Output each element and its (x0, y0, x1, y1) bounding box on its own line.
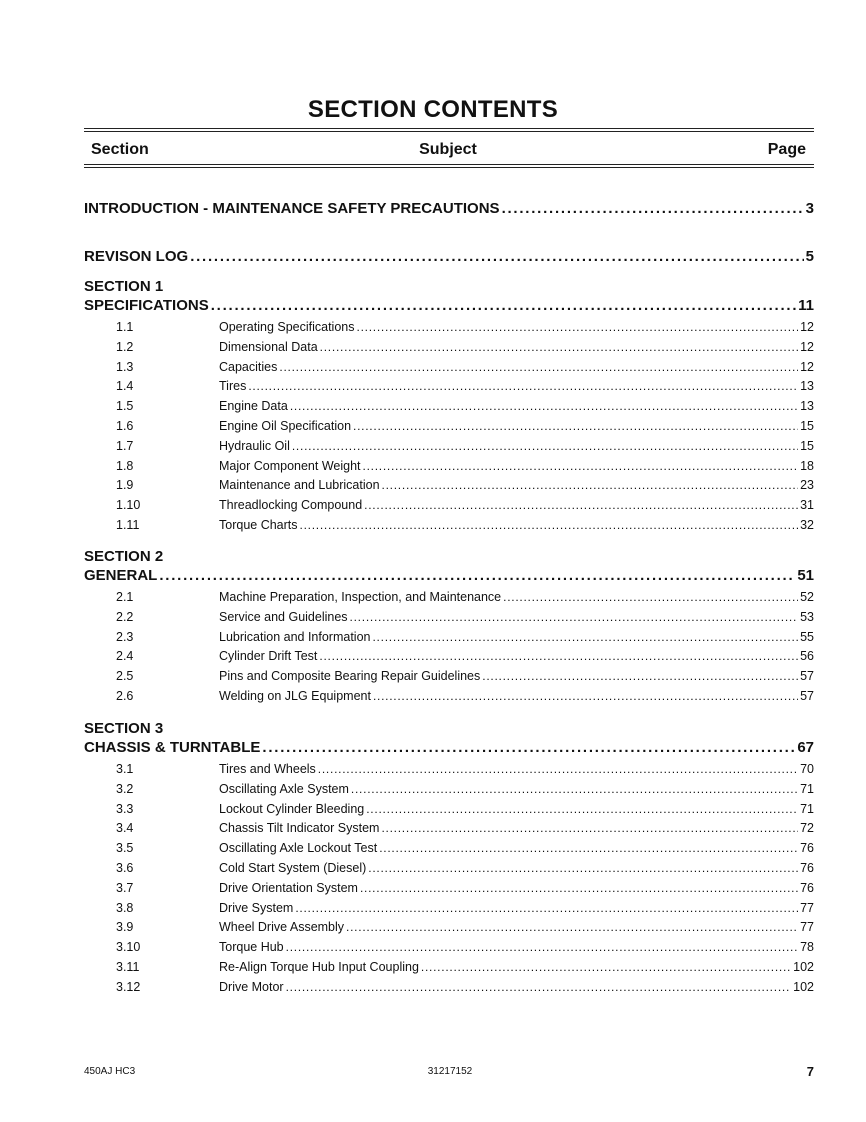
dot-leader (286, 980, 792, 994)
page-title: SECTION CONTENTS (307, 96, 559, 123)
toc-entry-introduction[interactable] (84, 200, 814, 217)
section-page: 11 (798, 297, 814, 314)
toc-item-title: Capacities (219, 359, 278, 374)
dot-leader (373, 689, 798, 703)
dot-leader (382, 478, 799, 492)
toc-item-page: 23 (800, 478, 814, 493)
dot-leader (364, 498, 798, 512)
toc-item[interactable] (219, 399, 814, 413)
toc-item-number: 1.4 (116, 379, 134, 394)
dot-leader (190, 248, 803, 265)
footer-model: 450AJ HC3 (84, 1066, 136, 1077)
toc-item-number: 1.6 (116, 419, 134, 433)
toc-item-number: 3.4 (116, 821, 134, 836)
toc-item-number: 3.9 (116, 920, 134, 935)
toc-item-number: 1.8 (116, 458, 134, 473)
toc-entry-title: REVISON LOG (84, 248, 189, 265)
dot-leader (290, 399, 798, 413)
toc-item-number: 2.2 (116, 609, 134, 624)
dot-leader (248, 379, 798, 393)
toc-item-page: 13 (800, 399, 814, 414)
section-title: SPECIFICATIONS (84, 297, 209, 314)
toc-item-page: 18 (800, 458, 814, 473)
toc-item-number: 2.5 (116, 669, 134, 684)
section-heading[interactable] (84, 567, 814, 584)
toc-item-number: 3.6 (116, 861, 134, 875)
dot-leader (346, 920, 798, 934)
toc-item-title: Re-Align Torque Hub Input Coupling (219, 960, 419, 974)
toc-item-title: Threadlocking Compound (219, 498, 363, 513)
toc-item[interactable] (219, 419, 814, 433)
toc-item-title: Pins and Composite Bearing Repair Guidelines (219, 669, 481, 684)
toc-item-page: 15 (800, 419, 814, 433)
toc-item[interactable] (219, 920, 814, 934)
toc-item-page: 70 (800, 762, 814, 776)
toc-item[interactable] (219, 901, 814, 915)
toc-item-number: 1.9 (116, 478, 134, 493)
toc-item-title: Maintenance and Lubrication (219, 478, 380, 493)
toc-item-title: Lubrication and Information (219, 629, 371, 644)
footer-page-number: 7 (806, 1064, 814, 1079)
section-title: CHASSIS & TURNTABLE (84, 739, 261, 756)
dot-leader (372, 630, 798, 644)
toc-item[interactable] (219, 478, 814, 492)
toc-item-number: 3.12 (116, 979, 141, 994)
toc-item-page: 52 (800, 590, 814, 604)
dot-leader (357, 320, 799, 334)
dot-leader (363, 459, 799, 473)
dot-leader (379, 841, 798, 855)
toc-item-number: 3.1 (116, 762, 134, 776)
toc-item-number: 3.11 (116, 960, 140, 974)
toc-item-title: Cylinder Drift Test (219, 649, 318, 664)
dot-leader (503, 590, 798, 604)
toc-item-number: 3.10 (116, 940, 141, 955)
header-top-rule (84, 128, 814, 129)
toc-item-number: 1.5 (116, 399, 134, 414)
dot-leader (159, 567, 795, 584)
header-bottom-rule (84, 164, 814, 165)
toc-item[interactable] (219, 610, 814, 624)
toc-item-title: Torque Charts (219, 518, 298, 532)
toc-item-title: Drive Motor (219, 979, 284, 994)
toc-item-page: 32 (800, 518, 814, 532)
dot-leader (350, 610, 799, 624)
toc-item[interactable] (219, 689, 814, 703)
toc-item-title: Drive System (219, 900, 294, 915)
toc-item-title: Cold Start System (Diesel) (219, 861, 367, 875)
toc-item-number: 3.8 (116, 900, 134, 915)
header-top-rule-2 (84, 131, 814, 132)
toc-item-title: Engine Oil Specification (219, 419, 352, 433)
toc-item-page: 57 (800, 669, 814, 684)
toc-item[interactable] (219, 320, 814, 334)
dot-leader (368, 861, 798, 875)
toc-item-page: 76 (800, 861, 814, 875)
toc-item-page: 13 (800, 379, 814, 394)
toc-entry-page: 3 (805, 200, 814, 217)
toc-item-number: 3.3 (116, 801, 134, 816)
toc-item-title: Hydraulic Oil (219, 438, 290, 453)
toc-item[interactable] (219, 498, 814, 512)
section-heading[interactable] (84, 739, 814, 756)
toc-item-title: Wheel Drive Assembly (219, 920, 345, 935)
toc-entry-title: INTRODUCTION - MAINTENANCE SAFETY PRECAUTIONS (84, 200, 500, 217)
toc-entry-revision-log[interactable] (84, 248, 814, 265)
toc-item-number: 1.3 (116, 359, 134, 374)
toc-item[interactable] (219, 980, 814, 994)
column-header-subject: Subject (419, 141, 477, 158)
toc-item-number: 2.3 (116, 629, 134, 644)
toc-item[interactable] (219, 841, 814, 855)
toc-item-title: Operating Specifications (219, 320, 355, 334)
dot-leader (360, 881, 798, 895)
footer-doc-number: 31217152 (427, 1066, 473, 1077)
toc-item-page: 102 (793, 960, 814, 974)
toc-item-number: 3.7 (116, 880, 134, 895)
toc-item-page: 57 (800, 689, 814, 703)
dot-leader (482, 669, 798, 683)
toc-item[interactable] (219, 360, 814, 374)
column-header-section: Section (91, 141, 149, 158)
section-page: 67 (797, 739, 814, 756)
toc-item[interactable] (219, 630, 814, 644)
dot-leader (211, 297, 796, 314)
toc-item-page: 55 (800, 629, 814, 644)
toc-item[interactable] (219, 379, 814, 393)
toc-item-page: 72 (800, 821, 814, 836)
toc-item-number: 2.4 (116, 649, 134, 664)
toc-item-number: 1.2 (116, 339, 134, 354)
toc-item-page: 102 (793, 979, 814, 994)
toc-item-page: 53 (800, 609, 814, 624)
toc-item-page: 77 (800, 920, 814, 935)
header-bottom-rule-2 (84, 167, 814, 168)
dot-leader (353, 419, 798, 433)
dot-leader (279, 360, 798, 374)
toc-item-page: 78 (800, 940, 814, 955)
toc-item[interactable] (219, 960, 814, 974)
toc-item-number: 1.11 (116, 518, 140, 532)
toc-item-page: 12 (800, 359, 814, 374)
toc-item-page: 71 (800, 781, 814, 796)
toc-item[interactable] (219, 439, 814, 453)
toc-item[interactable] (219, 459, 814, 473)
section-heading[interactable] (84, 297, 814, 314)
toc-item-number: 3.5 (116, 841, 134, 856)
toc-item[interactable] (219, 821, 814, 835)
toc-item-page: 71 (800, 801, 814, 816)
toc-item[interactable] (219, 340, 814, 354)
toc-item-title: Tires and Wheels (219, 762, 316, 776)
toc-item-number: 1.10 (116, 498, 141, 513)
toc-item-title: Drive Orientation System (219, 880, 358, 895)
toc-item-number: 3.2 (116, 781, 134, 796)
toc-item-page: 31 (800, 498, 814, 513)
toc-item[interactable] (219, 762, 814, 776)
toc-item-number: 2.1 (116, 590, 134, 604)
toc-item-title: Service and Guidelines (219, 609, 348, 624)
dot-leader (421, 960, 791, 974)
section-label: SECTION 1 (84, 278, 164, 295)
toc-item-title: Chassis Tilt Indicator System (219, 821, 380, 836)
toc-item-title: Lockout Cylinder Bleeding (219, 801, 365, 816)
dot-leader (318, 762, 798, 776)
toc-item-title: Major Component Weight (219, 458, 361, 473)
section-label: SECTION 3 (84, 720, 164, 737)
dot-leader (319, 649, 798, 663)
dot-leader (351, 782, 798, 796)
toc-item-page: 77 (800, 900, 814, 915)
toc-item-page: 12 (800, 339, 814, 354)
section-page: 51 (797, 567, 814, 584)
dot-leader (320, 340, 798, 354)
toc-item[interactable] (219, 802, 814, 816)
toc-item[interactable] (219, 782, 814, 796)
toc-item-page: 56 (800, 649, 814, 664)
toc-item[interactable] (219, 861, 814, 875)
toc-item-title: Engine Data (219, 399, 288, 414)
toc-item-title: Oscillating Axle System (219, 781, 349, 796)
dot-leader (292, 439, 798, 453)
toc-item[interactable] (219, 940, 814, 954)
dot-leader (286, 940, 798, 954)
toc-entry-page: 5 (805, 248, 814, 265)
toc-item[interactable] (219, 669, 814, 683)
toc-item-page: 76 (800, 880, 814, 895)
section-label: SECTION 2 (84, 548, 164, 565)
toc-item-title: Welding on JLG Equipment (219, 689, 371, 703)
toc-item-title: Torque Hub (219, 940, 284, 955)
toc-item[interactable] (219, 649, 814, 663)
dot-leader (381, 821, 798, 835)
toc-item[interactable] (219, 881, 814, 895)
toc-item-page: 76 (800, 841, 814, 856)
section-title: GENERAL (84, 567, 158, 584)
toc-item-number: 2.6 (116, 689, 134, 703)
toc-item-title: Dimensional Data (219, 339, 318, 354)
toc-item-page: 15 (800, 438, 814, 453)
dot-leader (502, 200, 804, 217)
dot-leader (366, 802, 798, 816)
dot-leader (262, 739, 795, 756)
toc-item-number: 1.1 (116, 320, 134, 334)
toc-item-title: Machine Preparation, Inspection, and Maintenance (219, 590, 502, 604)
dot-leader (295, 901, 798, 915)
toc-item-page: 12 (800, 320, 814, 334)
toc-item-title: Tires (219, 379, 247, 394)
toc-item-title: Oscillating Axle Lockout Test (219, 841, 378, 856)
toc-item[interactable] (219, 590, 814, 604)
column-header-page: Page (767, 141, 806, 158)
dot-leader (300, 518, 799, 532)
toc-item-number: 1.7 (116, 438, 134, 453)
toc-item[interactable] (219, 518, 814, 532)
